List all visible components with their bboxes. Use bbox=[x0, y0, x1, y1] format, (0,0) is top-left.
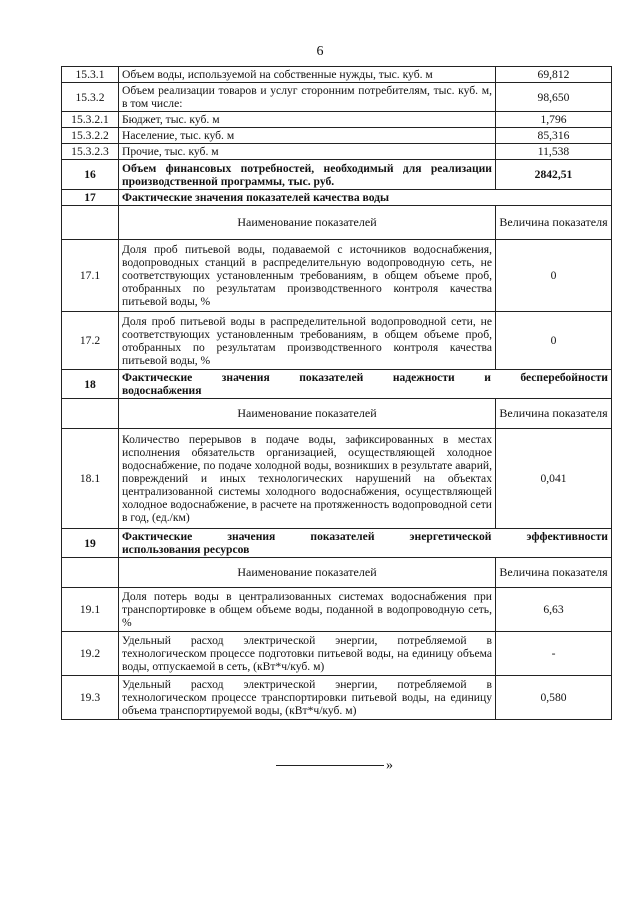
row-number: 15.3.2.2 bbox=[62, 128, 119, 144]
section-heading-row bbox=[62, 190, 612, 206]
table-row bbox=[62, 112, 612, 128]
row-description: Доля потерь воды в централизованных системах водоснабжения при транспортировке в общем объеме воды, поданной в водопроводную сеть, % bbox=[119, 588, 496, 632]
table-row bbox=[62, 632, 612, 676]
section-title-line1: Фактические значения показателей надежности и бесперебойности bbox=[122, 371, 608, 384]
section-heading-row bbox=[62, 370, 612, 399]
row-description: Доля проб питьевой воды в распределительной водопроводной сети, не соответствующих установленным требованиям, в общем объеме проб, отобранных по результатам производственного контроля качества питьевой воды, % bbox=[119, 312, 496, 370]
row-number: 19.1 bbox=[62, 588, 119, 632]
column-header-row bbox=[62, 206, 612, 240]
row-number: 19.2 bbox=[62, 632, 119, 676]
row-number: 17.1 bbox=[62, 240, 119, 312]
row-value: 0,041 bbox=[496, 429, 612, 529]
column-header-name: Наименование показателей bbox=[119, 558, 496, 588]
table-row bbox=[62, 83, 612, 112]
closing-quote-line bbox=[276, 758, 393, 774]
row-description: Объем финансовых потребностей, необходимый для реализации производственной программы, тыс. руб. bbox=[119, 160, 496, 190]
row-number: 15.3.2 bbox=[62, 83, 119, 112]
row-number: 19.3 bbox=[62, 676, 119, 720]
row-number: 18.1 bbox=[62, 429, 119, 529]
row-number: 16 bbox=[62, 160, 119, 190]
row-number: 17.2 bbox=[62, 312, 119, 370]
row-description: Объем реализации товаров и услуг сторонним потребителям, тыс. куб. м, в том числе: bbox=[119, 83, 496, 112]
closing-quote: » bbox=[386, 758, 393, 773]
section-title-line2: водоснабжения bbox=[122, 384, 202, 397]
section-number: 17 bbox=[62, 190, 119, 206]
indicators-table bbox=[61, 66, 612, 720]
table-row bbox=[62, 312, 612, 370]
row-description: Удельный расход электрической энергии, потребляемой в технологическом процессе подготовки питьевой воды, на единицу объема воды, отпускаемой в сеть, (кВт*ч/куб. м) bbox=[119, 632, 496, 676]
row-number: 15.3.2.1 bbox=[62, 112, 119, 128]
page-number: 6 bbox=[316, 44, 324, 59]
signature-rule bbox=[276, 765, 384, 766]
row-value: 0,580 bbox=[496, 676, 612, 720]
table-row bbox=[62, 588, 612, 632]
column-header-name: Наименование показателей bbox=[119, 399, 496, 429]
column-header-row bbox=[62, 558, 612, 588]
row-value: - bbox=[496, 632, 612, 676]
section-title bbox=[119, 529, 612, 558]
row-number: 15.3.2.3 bbox=[62, 144, 119, 160]
row-description: Объем воды, используемой на собственные нужды, тыс. куб. м bbox=[119, 67, 496, 83]
column-header-name: Наименование показателей bbox=[119, 206, 496, 240]
row-number: 15.3.1 bbox=[62, 67, 119, 83]
empty-cell bbox=[62, 399, 119, 429]
row-description: Прочие, тыс. куб. м bbox=[119, 144, 496, 160]
section-number: 19 bbox=[62, 529, 119, 558]
section-title bbox=[119, 370, 612, 399]
table-row bbox=[62, 429, 612, 529]
column-header-value: Величина показателя bbox=[496, 399, 612, 429]
section-heading-row bbox=[62, 529, 612, 558]
column-header-row bbox=[62, 399, 612, 429]
row-value: 2842,51 bbox=[496, 160, 612, 190]
empty-cell bbox=[62, 558, 119, 588]
row-description: Население, тыс. куб. м bbox=[119, 128, 496, 144]
table-row bbox=[62, 240, 612, 312]
row-value: 98,650 bbox=[496, 83, 612, 112]
column-header-value: Величина показателя bbox=[496, 558, 612, 588]
row-value: 0 bbox=[496, 240, 612, 312]
row-description: Удельный расход электрической энергии, потребляемой в технологическом процессе транспортировки питьевой воды, на единицу объема транспортируемой воды, (кВт*ч/куб. м) bbox=[119, 676, 496, 720]
row-description: Бюджет, тыс. куб. м bbox=[119, 112, 496, 128]
table-row bbox=[62, 160, 612, 190]
row-value: 85,316 bbox=[496, 128, 612, 144]
row-description: Доля проб питьевой воды, подаваемой с источников водоснабжения, водопроводных станций в распределительную водопроводную сеть, не соответствующих установленным требованиям, в общем объеме проб, отобранных по результатам производственного контроля качества питьевой воды, % bbox=[119, 240, 496, 312]
empty-cell bbox=[62, 206, 119, 240]
section-title-line2: использования ресурсов bbox=[122, 543, 250, 556]
row-value: 0 bbox=[496, 312, 612, 370]
row-description: Количество перерывов в подаче воды, зафиксированных в местах исполнения обязательств организацией, осуществляющей холодное водоснабжение, по подаче холодной воды, возникших в результате аварий, повреждений и иных технологических нарушений на объектах централизованной системы холодного водоснабжения, осуществляющей холодное водоснабжение, в расчете на протяженность водопроводной сети в год, (ед./км) bbox=[119, 429, 496, 529]
section-title: Фактические значения показателей качества воды bbox=[119, 190, 612, 206]
table-row bbox=[62, 144, 612, 160]
row-value: 11,538 bbox=[496, 144, 612, 160]
row-value: 69,812 bbox=[496, 67, 612, 83]
row-value: 6,63 bbox=[496, 588, 612, 632]
row-value: 1,796 bbox=[496, 112, 612, 128]
table-row bbox=[62, 676, 612, 720]
section-number: 18 bbox=[62, 370, 119, 399]
section-title-line1: Фактические значения показателей энергетической эффективности bbox=[122, 530, 608, 543]
table-row bbox=[62, 128, 612, 144]
table-row bbox=[62, 67, 612, 83]
column-header-value: Величина показателя bbox=[496, 206, 612, 240]
